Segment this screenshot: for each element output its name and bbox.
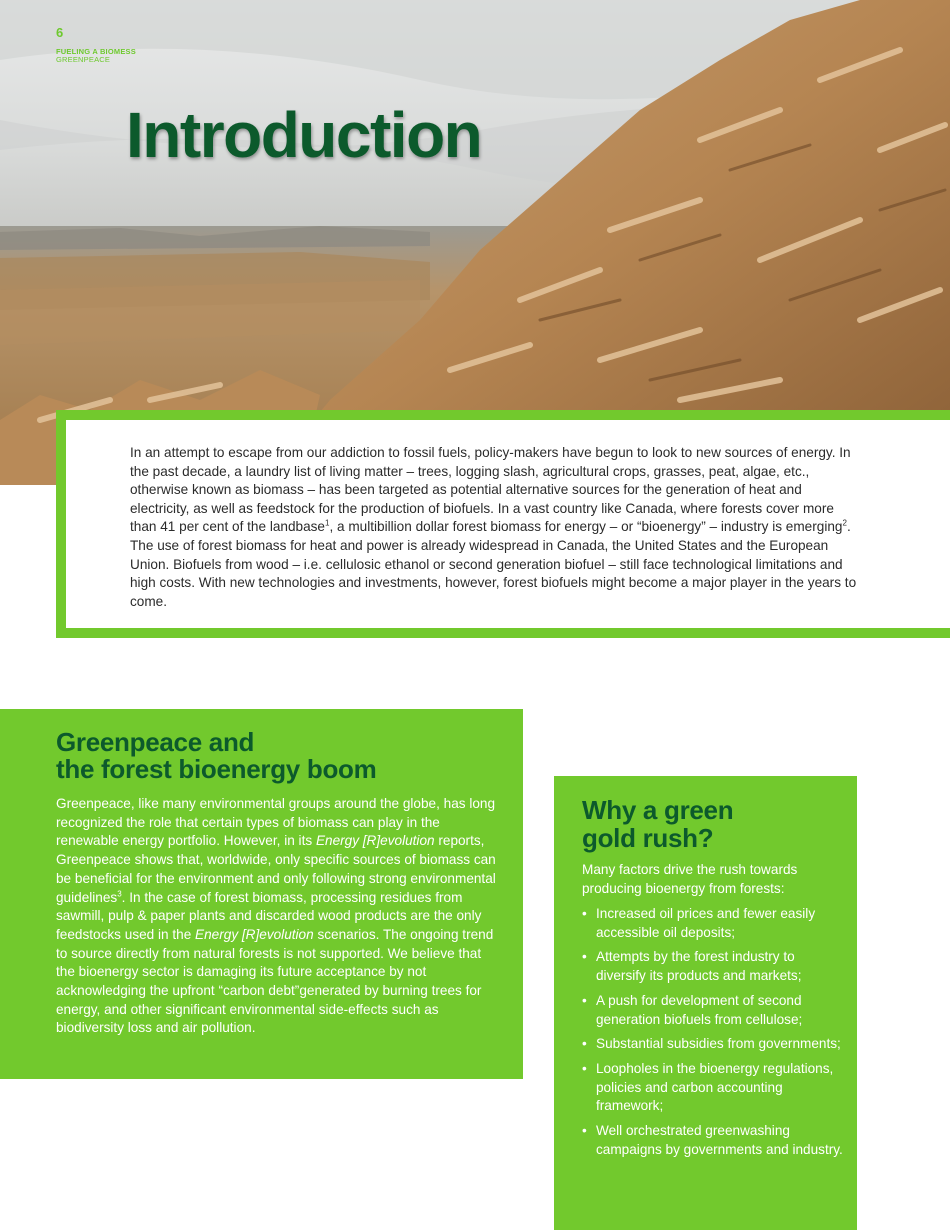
list-item-text: Attempts by the forest industry to diversify its products and markets; (596, 949, 802, 984)
heading-line-2: the forest bioenergy boom (56, 754, 377, 784)
footnote-ref-3[interactable]: 3 (117, 888, 122, 898)
sidebar-heading (582, 796, 842, 852)
body-part-1: Greenpeace, like many environmental groups around the globe, has long recognized the role that certain types of biomass can play in the renewable energy portfolio. However, in its (56, 796, 496, 849)
list-item-text: Increased oil prices and fewer easily accessible oil deposits; (596, 906, 816, 940)
heading-line-1: Greenpeace and (56, 727, 255, 757)
footnote-ref-1[interactable]: 1 (325, 518, 330, 528)
greenpeace-bioenergy-panel (0, 709, 523, 1079)
intro-text-part-2: , a multibillion dollar forest biomass for energy – or “bioenergy” – industry is emerging (329, 519, 843, 535)
body-part-2: reports, Greenpeace shows that, worldwide, only specific sources of biomass can be beneficial for the environment and only following strong environmental guidelines (56, 833, 496, 905)
body-part-3: . In the case of forest biomass, processing residues from sawmill, pulp & paper plants and discarded wood products are the only feedstocks used in the (56, 889, 482, 942)
energy-revolution-emphasis: Energy [R]evolution (195, 926, 314, 942)
intro-paragraph (130, 444, 860, 611)
list-item (582, 1122, 844, 1159)
list-item-text: Substantial subsidies from governments; (596, 1036, 841, 1052)
heading-line-1: Why a green (582, 795, 734, 825)
organization-name: GREENPEACE (56, 55, 111, 64)
running-header (56, 48, 136, 64)
page-title: Introduction (126, 99, 482, 171)
heading-line-2: gold rush? (582, 823, 714, 853)
panel-body (56, 795, 496, 1038)
factors-list (582, 905, 844, 1165)
list-item-text: Well orchestrated greenwashing campaigns by governments and industry. (596, 1123, 843, 1157)
list-item (582, 948, 844, 985)
intro-text-part-1: In an attempt to escape from our addiction to fossil fuels, policy-makers have begun to look to new sources of energy. In the past decade, a laundry list of living matter – trees, logging slash, agricultural crops, grasses, peat, algae, etc., otherwise known as biomass – has been targeted as potential alternative sources for the generation of heat and electricity, as well as feedstock for the production of biofuels. In a vast country like Canada, where forests cover more than 41 per cent of the landbase (130, 445, 851, 535)
page-number: 6 (56, 25, 64, 40)
bullet-icon: • (582, 1060, 587, 1076)
body-part-4: scenarios. The ongoing trend to source directly from natural forests is not supported. We believe that the bioenergy sector is damaging its future acceptance by not acknowledging the upfront “carbon debt”generated by burning trees for energy, and other significant environmental side-effects such as biodiversity loss and air pollution. (56, 926, 494, 1036)
list-item (582, 1060, 844, 1116)
list-item (582, 1035, 844, 1054)
list-item-text: A push for development of second generation biofuels from cellulose; (596, 992, 803, 1027)
bullet-icon: • (582, 992, 587, 1008)
list-item (582, 905, 844, 942)
list-item (582, 992, 844, 1029)
list-item-text: Loopholes in the bioenergy regulations, policies and carbon accounting framework; (596, 1060, 834, 1114)
bullet-icon: • (582, 1036, 587, 1052)
publication-title: FUELING A BIOMESS (56, 47, 136, 56)
bullet-icon: • (582, 906, 587, 921)
energy-revolution-emphasis: Energy [R]evolution (315, 833, 435, 849)
intro-text-part-3: . The use of forest biomass for heat and power is already widespread in Canada, the United States and the European Union. Biofuels from wood – i.e. cellulosic ethanol or second generation biofuel – still face technological limitations and high costs. With new technologies and investments, however, forest biofuels might become a major player in the years to come. (130, 519, 857, 609)
bullet-icon: • (582, 949, 587, 965)
sidebar-lead: Many factors drive the rush towards producing bioenergy from forests: (582, 862, 798, 896)
footnote-ref-2[interactable]: 2 (842, 518, 847, 528)
panel-heading (56, 729, 496, 783)
green-gold-rush-sidebar (554, 776, 857, 1230)
bullet-icon: • (582, 1123, 587, 1139)
